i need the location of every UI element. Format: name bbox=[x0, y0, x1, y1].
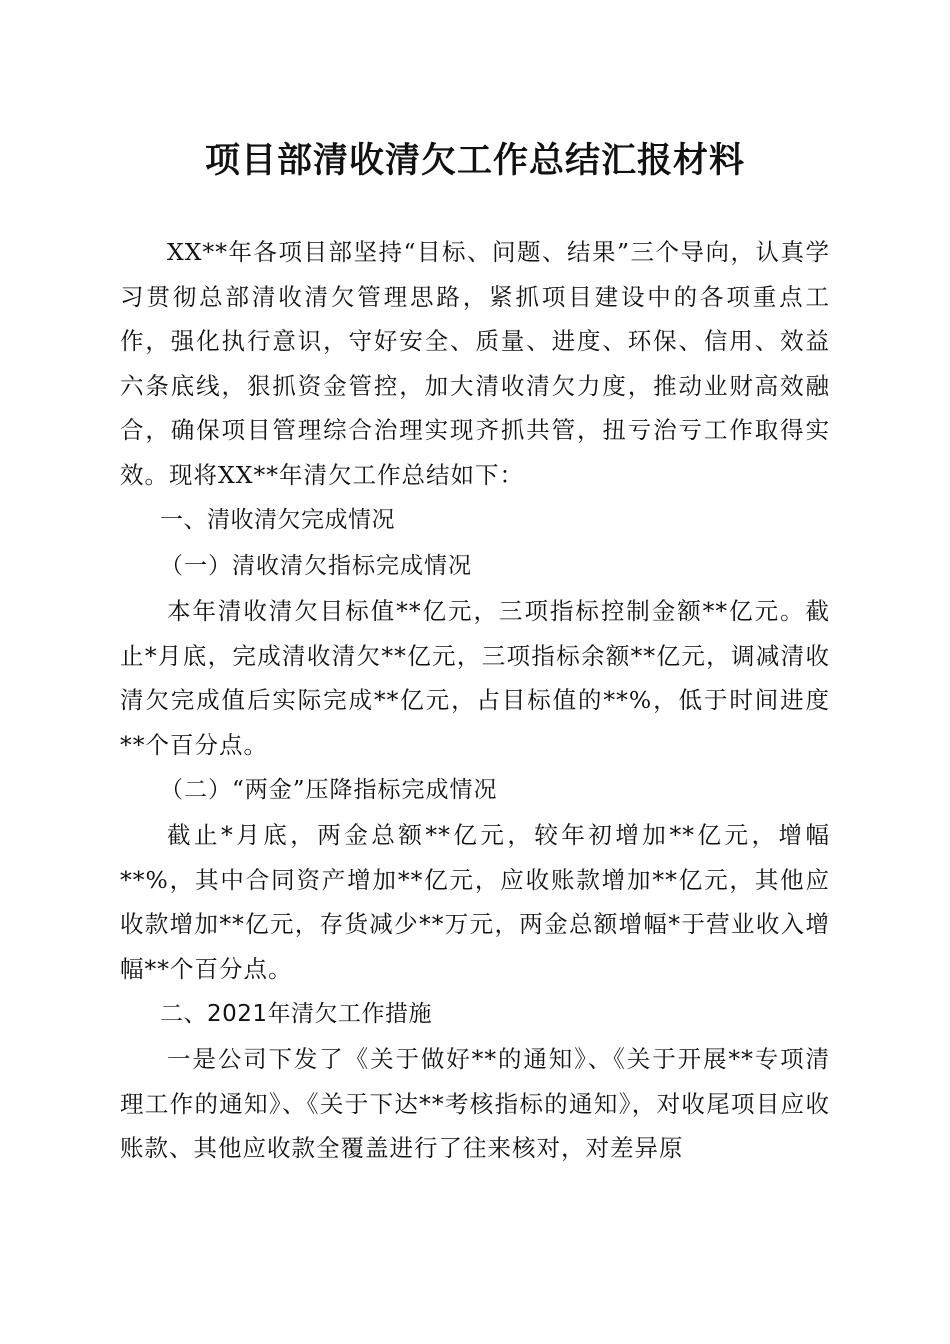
section-1-2-paragraph: 截止*月底，两金总额**亿元，较年初增加**亿元，增幅**%，其中合同资产增加**亿元，应收账款增加**亿元，其他应收款增加**亿元，存货减少**万元，两金总额增幅*于营业收入增幅**个百分点。 bbox=[120, 821, 830, 983]
section-2-paragraph: 一是公司下发了《关于做好**的通知》、《关于开展**专项清理工作的通知》、《关于下达**考核指标的通知》，对收尾项目应收账款、其他应收款全覆盖进行了往来核对，对差异原 bbox=[120, 1045, 830, 1162]
section-2-heading: 二、2021年清欠工作措施 bbox=[160, 1001, 433, 1027]
document-title: 项目部清收清欠工作总结汇报材料 bbox=[204, 140, 745, 181]
section-1-2-heading: （二）“两金”压降指标完成情况 bbox=[160, 777, 498, 803]
section-1-1-heading: （一）清收清欠指标完成情况 bbox=[160, 553, 472, 579]
intro-paragraph: XX**年各项目部坚持“目标、问题、结果”三个导向，认真学习贯彻总部清收清欠管理思路，紧抓项目建设中的各项重点工作，强化执行意识，守好安全、质量、进度、环保、信用、效益六条底线，狠抓资金管控，加大清收清欠力度，推动业财高效融合，确保项目管理综合治理实现齐抓共管，扭亏治亏工作取得实效。现将XX**年清欠工作总结如下： bbox=[120, 238, 830, 489]
section-1-heading: 一、清收清欠完成情况 bbox=[160, 507, 395, 533]
section-1-1-paragraph: 本年清收清欠目标值**亿元，三项指标控制金额**亿元。截止*月底，完成清收清欠**亿元，三项指标余额**亿元，调减清收清欠完成值后实际完成**亿元，占目标值的**%，低于时间进度**个百分点。 bbox=[120, 597, 830, 759]
document-body bbox=[120, 230, 830, 1171]
